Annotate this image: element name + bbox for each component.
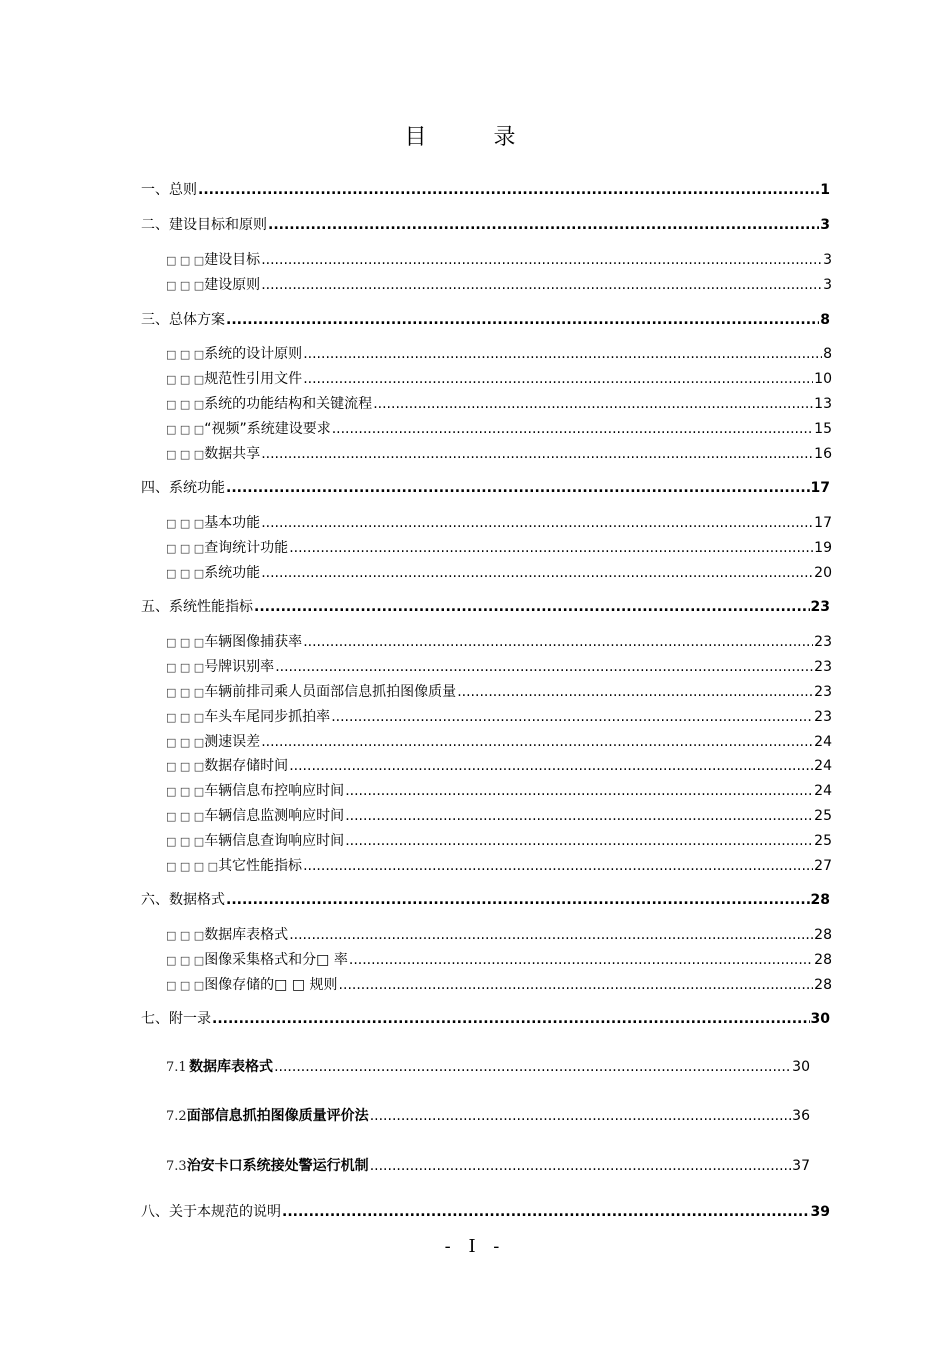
- toc-entry-label: 建设原则: [204, 277, 261, 293]
- toc-entry-label: 号牌识别率: [204, 659, 275, 675]
- toc-entry-label: 图像存储的□ □ 规则: [204, 977, 338, 993]
- toc-entry-number: 八、: [141, 1204, 169, 1220]
- toc-leader-dots: [254, 599, 810, 615]
- toc-entry-page: 16: [814, 446, 832, 462]
- toc-leader-dots: [373, 396, 813, 412]
- toc-leader-dots: [289, 540, 813, 556]
- toc-entry-label: 车辆图像捕获率: [204, 634, 303, 650]
- toc-entry[interactable]: [141, 477, 830, 497]
- toc-entry-number: 三、: [141, 312, 169, 328]
- toc-entry-number: □ □ □: [166, 373, 205, 386]
- toc-entry-number: 七、: [141, 1011, 169, 1027]
- toc-entry[interactable]: [166, 755, 832, 775]
- toc-entry-page: 36: [792, 1108, 810, 1124]
- toc-entry-page: 3: [823, 252, 832, 268]
- toc-entry-number: □ □ □: [166, 810, 205, 823]
- toc-entry-number: □ □ □: [166, 567, 205, 580]
- toc-entry-label: 车辆信息监测响应时间: [204, 808, 345, 824]
- toc-leader-dots: [261, 734, 813, 750]
- toc-entry-number: □ □ □: [166, 636, 205, 649]
- toc-entry-page: 30: [792, 1059, 810, 1075]
- toc-entry-number: 五、: [141, 599, 169, 615]
- toc-entry[interactable]: [166, 537, 832, 557]
- toc-entry-label: 车辆信息布控响应时间: [204, 783, 345, 799]
- toc-leader-dots: [303, 371, 813, 387]
- toc-leader-dots: [261, 252, 822, 268]
- toc-entry-page: 28: [814, 927, 832, 943]
- toc-entry-number: □ □ □: [166, 979, 205, 992]
- toc-leader-dots: [331, 709, 813, 725]
- toc-entry[interactable]: [141, 1008, 830, 1028]
- toc-entry-number: 一、: [141, 182, 169, 198]
- toc-entry[interactable]: [166, 1105, 810, 1125]
- toc-entry[interactable]: [141, 309, 830, 329]
- toc-entry[interactable]: [166, 512, 832, 532]
- toc-entry-page: 8: [820, 312, 830, 328]
- toc-entry-page: 25: [814, 833, 832, 849]
- toc-entry-label: 系统的功能结构和关键流程: [204, 396, 373, 412]
- toc-entry[interactable]: [166, 274, 832, 294]
- toc-entry-number: 7.2: [166, 1109, 187, 1124]
- toc-leader-dots: [370, 1158, 791, 1174]
- toc-entry-label: 建设目标: [204, 252, 261, 268]
- toc-entry-label: 数据共享: [204, 446, 261, 462]
- toc-entry-number: □ □ □: [166, 686, 205, 699]
- toc-leader-dots: [345, 833, 813, 849]
- toc-entry-number: 二、: [141, 217, 169, 233]
- toc-entry[interactable]: [166, 1155, 810, 1175]
- toc-entry[interactable]: [141, 596, 830, 616]
- toc-entry[interactable]: [166, 656, 832, 676]
- toc-entry-label: 数据格式: [169, 892, 225, 908]
- toc-entry-number: □ □ □: [166, 954, 205, 967]
- toc-entry-number: 六、: [141, 892, 169, 908]
- toc-entry[interactable]: [166, 974, 832, 994]
- toc-leader-dots: [370, 1108, 791, 1124]
- toc-leader-dots: [303, 634, 813, 650]
- toc-entry-number: 7.1: [166, 1060, 187, 1075]
- toc-entry-page: 3: [820, 217, 830, 233]
- toc-entry-label: 建设目标和原则: [169, 217, 267, 233]
- page-title: 目 录: [404, 125, 546, 150]
- page-number-footer: - I -: [444, 1236, 506, 1257]
- toc-entry-page: 27: [814, 858, 832, 874]
- toc-entry[interactable]: [166, 249, 832, 269]
- toc-leader-dots: [212, 1011, 810, 1027]
- toc-entry-number: 7.3: [166, 1159, 187, 1174]
- toc-leader-dots: [268, 217, 819, 233]
- toc-entry-label: 系统功能: [204, 565, 261, 581]
- toc-entry-label: 测速误差: [204, 734, 261, 750]
- toc-entry-page: 28: [810, 892, 830, 908]
- toc-entry-label: “视频”系统建设要求: [204, 421, 331, 437]
- toc-entry[interactable]: [166, 805, 832, 825]
- toc-entry-number: □ □ □: [166, 448, 205, 461]
- toc-entry-page: 13: [814, 396, 832, 412]
- toc-leader-dots: [289, 758, 813, 774]
- toc-entry-label: 数据存储时间: [204, 758, 289, 774]
- toc-entry-label: 关于本规范的说明: [169, 1204, 281, 1220]
- toc-entry[interactable]: [166, 368, 832, 388]
- toc-entry-number: □ □ □: [166, 736, 205, 749]
- toc-entry-label: 图像采集格式和分□ 率: [204, 952, 348, 968]
- toc-leader-dots: [457, 684, 813, 700]
- toc-entry-number: □ □ □: [166, 785, 205, 798]
- toc-entry-label: 规范性引用文件: [204, 371, 303, 387]
- toc-entry-label: 数据库表格式: [204, 927, 289, 943]
- toc-entry-label: 数据库表格式: [189, 1059, 274, 1075]
- toc-entry-page: 23: [814, 709, 832, 725]
- toc-entry-page: 23: [814, 659, 832, 675]
- toc-entry-label: 系统性能指标: [169, 599, 253, 615]
- toc-leader-dots: [303, 346, 822, 362]
- toc-leader-dots: [303, 858, 813, 874]
- toc-leader-dots: [261, 565, 813, 581]
- toc-entry-label: 治安卡口系统接处警运行机制: [186, 1158, 369, 1174]
- toc-leader-dots: [345, 808, 813, 824]
- toc-entry[interactable]: [166, 562, 832, 582]
- toc-entry[interactable]: [166, 681, 832, 701]
- toc-leader-dots: [261, 277, 822, 293]
- toc-entry-number: □ □ □: [166, 929, 205, 942]
- toc-entry[interactable]: [166, 949, 832, 969]
- toc-entry[interactable]: [166, 343, 832, 363]
- toc-entry-label: 车辆前排司乘人员面部信息抓拍图像质量: [204, 684, 457, 700]
- toc-entry-label: 车辆信息查询响应时间: [204, 833, 345, 849]
- toc-entry[interactable]: [166, 855, 832, 875]
- toc-entry[interactable]: [166, 443, 832, 463]
- toc-entry-number: □ □ □: [166, 517, 205, 530]
- toc-leader-dots: [289, 927, 813, 943]
- toc-entry-number: □ □ □: [166, 254, 205, 267]
- toc-entry-page: 17: [814, 515, 832, 531]
- toc-entry-label: 查询统计功能: [204, 540, 289, 556]
- toc-entry-page: 37: [792, 1158, 810, 1174]
- toc-entry[interactable]: [141, 179, 830, 199]
- toc-entry-page: 28: [814, 977, 832, 993]
- toc-entry-number: □ □ □: [166, 661, 205, 674]
- toc-entry-page: 23: [814, 634, 832, 650]
- toc-entry-label: 附一录: [169, 1011, 211, 1027]
- toc-entry-label: 基本功能: [204, 515, 261, 531]
- toc-entry-page: 17: [810, 480, 830, 496]
- toc-entry-page: 25: [814, 808, 832, 824]
- toc-entry[interactable]: [166, 780, 832, 800]
- toc-leader-dots: [274, 1059, 791, 1075]
- toc-entry-label: 总体方案: [169, 312, 225, 328]
- toc-entry-label: 其它性能指标: [218, 858, 303, 874]
- toc-entry[interactable]: [166, 706, 832, 726]
- toc-entry-label: 系统的设计原则: [204, 346, 303, 362]
- toc-leader-dots: [261, 446, 813, 462]
- toc-entry[interactable]: [166, 731, 832, 751]
- toc-leader-dots: [226, 480, 810, 496]
- toc-entry-page: 8: [823, 346, 832, 362]
- toc-leader-dots: [275, 659, 813, 675]
- toc-entry-page: 24: [814, 783, 832, 799]
- toc-entry-number: □ □ □: [166, 348, 205, 361]
- toc-entry[interactable]: [166, 393, 832, 413]
- toc-leader-dots: [339, 977, 814, 993]
- toc-leader-dots: [261, 515, 813, 531]
- toc-entry-page: 20: [814, 565, 832, 581]
- toc-leader-dots: [349, 952, 813, 968]
- toc-entry-number: □ □ □: [166, 760, 205, 773]
- toc-entry-label: 总则: [169, 182, 197, 198]
- toc-entry-page: 28: [814, 952, 832, 968]
- toc-entry-number: □ □ □: [166, 542, 205, 555]
- toc-entry[interactable]: [166, 924, 832, 944]
- toc-entry-label: 车头车尾同步抓拍率: [204, 709, 331, 725]
- toc-leader-dots: [282, 1204, 810, 1220]
- toc-entry-number: □ □ □: [166, 423, 205, 436]
- toc-entry-number: □ □ □: [166, 398, 205, 411]
- toc-entry-page: 24: [814, 758, 832, 774]
- toc-leader-dots: [332, 421, 813, 437]
- toc-entry-label: 面部信息抓拍图像质量评价法: [186, 1108, 369, 1124]
- toc-entry-number: □ □ □: [166, 835, 205, 848]
- toc-entry-page: 24: [814, 734, 832, 750]
- toc-entry[interactable]: [141, 1201, 830, 1221]
- toc-entry[interactable]: [166, 418, 832, 438]
- toc-leader-dots: [198, 182, 819, 198]
- toc-entry-number: □ □ □: [166, 711, 205, 724]
- toc-entry-label: 系统功能: [169, 480, 225, 496]
- toc-entry[interactable]: [166, 830, 832, 850]
- toc-leader-dots: [226, 312, 819, 328]
- toc-entry-page: 23: [810, 599, 830, 615]
- toc-entry-number: □ □ □ □: [166, 860, 219, 873]
- toc-entry-page: 19: [814, 540, 832, 556]
- toc-entry-page: 3: [823, 277, 832, 293]
- toc-entry-page: 39: [810, 1204, 830, 1220]
- toc-entry[interactable]: [141, 214, 830, 234]
- toc-entry-number: □ □ □: [166, 279, 205, 292]
- toc-entry-number: 四、: [141, 480, 169, 496]
- toc-entry-page: 30: [810, 1011, 830, 1027]
- toc-entry-page: 1: [820, 182, 830, 198]
- toc-entry[interactable]: [166, 1056, 810, 1076]
- toc-leader-dots: [345, 783, 813, 799]
- toc-entry[interactable]: [141, 889, 830, 909]
- toc-entry-page: 10: [814, 371, 832, 387]
- toc-entry[interactable]: [166, 631, 832, 651]
- toc-leader-dots: [226, 892, 810, 908]
- toc-entry-page: 15: [814, 421, 832, 437]
- toc-entry-page: 23: [814, 684, 832, 700]
